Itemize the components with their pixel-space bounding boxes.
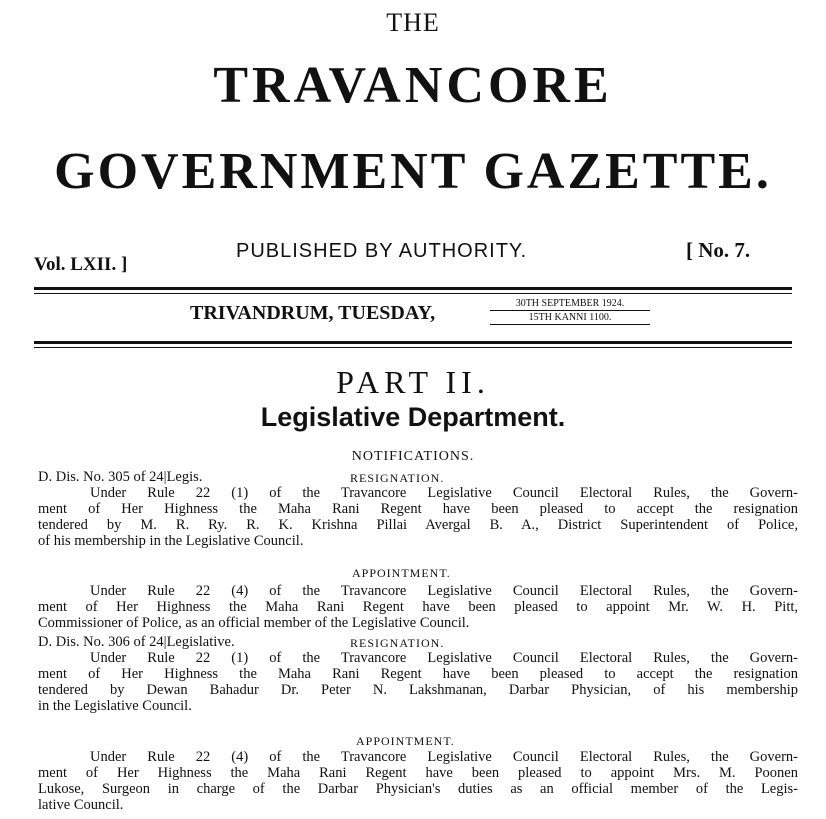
masthead-title-line2: GOVERNMENT GAZETTE.	[54, 143, 772, 200]
divider-rule	[34, 287, 792, 290]
notice-reference: D. Dis. No. 306 of 24|Legislative.	[38, 634, 235, 650]
department-title: Legislative Department.	[260, 402, 566, 432]
published-by-authority: PUBLISHED BY AUTHORITY.	[236, 240, 528, 262]
issue-number: [ No. 7.	[686, 238, 751, 262]
notice-line: Commissioner of Police, as an official member of the Legislative Council.	[38, 615, 470, 631]
notice-line: ment of Her Highness the Maha Rani Regent have been pleased to accept the resignation	[38, 501, 798, 517]
masthead-title-line1: TRAVANCORE	[213, 57, 613, 114]
notice-line: Under Rule 22 (1) of the Travancore Legislative Council Electoral Rules, the Govern-	[90, 650, 798, 666]
notice-heading: RESIGNATION.	[350, 636, 445, 650]
section-heading: NOTIFICATIONS.	[351, 449, 475, 464]
notice-line: in the Legislative Council.	[38, 698, 192, 714]
notice-line: of his membership in the Legislative Council.	[38, 533, 304, 549]
part-title: PART II.	[336, 364, 490, 400]
notice-line: Under Rule 22 (4) of the Travancore Legislative Council Electoral Rules, the Govern-	[90, 583, 798, 599]
date-malayalam: 15TH KANNI 1100.	[490, 310, 650, 325]
notice-line: ment of Her Highness the Maha Rani Regent have been pleased to accept the resignation	[38, 666, 798, 682]
notice-heading: APPOINTMENT.	[356, 734, 455, 748]
divider-rule	[34, 293, 792, 294]
notice-line: ment of Her Highness the Maha Rani Regent have been pleased to appoint Mrs. M. Poonen	[38, 765, 798, 781]
notice-heading: APPOINTMENT.	[352, 566, 451, 580]
notice-line: Under Rule 22 (1) of the Travancore Legislative Council Electoral Rules, the Govern-	[90, 485, 798, 501]
notice-reference: D. Dis. No. 305 of 24|Legis.	[38, 469, 203, 485]
divider-rule	[34, 347, 792, 348]
notice-line: ment of Her Highness the Maha Rani Regent have been pleased to appoint Mr. W. H. Pitt,	[38, 599, 798, 615]
notice-line: Under Rule 22 (4) of the Travancore Legislative Council Electoral Rules, the Govern-	[90, 749, 798, 765]
masthead-the: THE	[386, 8, 440, 37]
volume-number: Vol. LXII. ]	[34, 254, 128, 275]
date-english: 30TH SEPTEMBER 1924.	[515, 298, 625, 309]
notice-line: lative Council.	[38, 797, 124, 813]
notice-line: Lukose, Surgeon in charge of the Darbar Physician's duties as an official member of the Legis-	[38, 781, 798, 797]
place-and-day: TRIVANDRUM, TUESDAY,	[190, 302, 436, 324]
notice-heading: RESIGNATION.	[350, 471, 445, 485]
divider-rule	[34, 341, 792, 344]
date-stack	[490, 297, 650, 325]
notice-line: tendered by M. R. Ry. R. K. Krishna Pillai Avergal B. A., District Superintendent of Police,	[38, 517, 798, 533]
notice-line: tendered by Dewan Bahadur Dr. Peter N. Lakshmanan, Darbar Physician, of his membership	[38, 682, 798, 698]
